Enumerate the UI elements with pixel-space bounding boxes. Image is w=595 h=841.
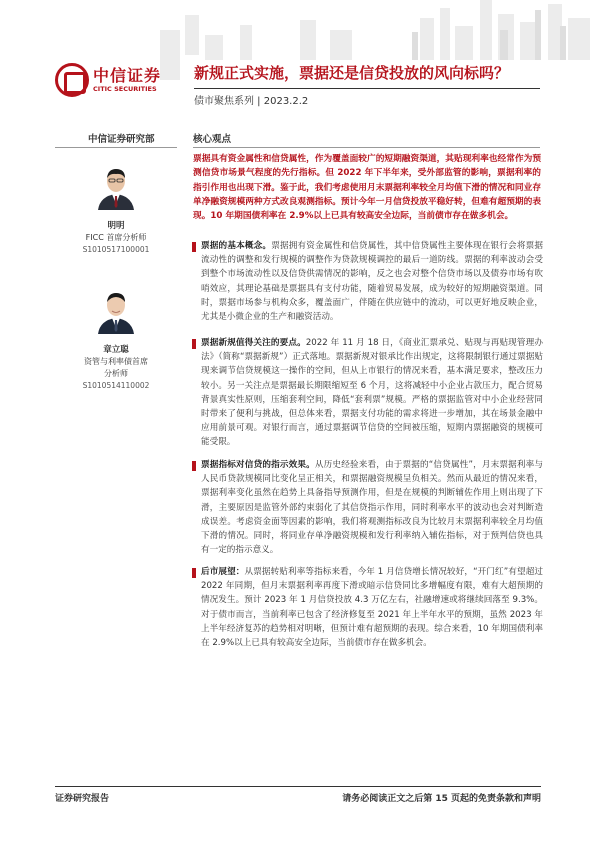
analyst-role-line2: 分析师 xyxy=(104,369,128,378)
paragraph-lead: 票据新规值得关注的要点。 xyxy=(201,338,306,348)
body-paragraph xyxy=(193,458,543,557)
logo-cn-text: 中信证券 xyxy=(93,65,162,85)
analyst-role: FICC 首席分析师 xyxy=(85,233,147,242)
paragraph-lead: 票据指标对信贷的指示效果。 xyxy=(201,460,315,470)
summary-paragraph: 票据具有资金属性和信贷属性，作为覆盖面较广的短期融资渠道，其贴现利率也经常作为预测信贷市场景气程度的先行指标。但 2022 年下半年来，受外部监管的影响，票据利率的指引作用也出现下滑。鉴于此，我们考虑使用月末票据利率较全月均值下滑的情况和同业存单净融资规模两种方式改良观测指标。预计今年一月信贷投放平稳好转，但难有超预期的表现。10 年期国债利率在 2.9%以上已具有较高安全边际，当前债市存在做多机会。 xyxy=(193,154,541,222)
series-name: 债市聚焦系列 xyxy=(194,96,254,107)
body-paragraph xyxy=(193,565,543,650)
body-paragraph xyxy=(193,336,543,450)
analyst-name: 章立聪 xyxy=(103,345,129,355)
title-divider xyxy=(194,88,540,89)
paragraph-text: 从历史经验来看，由于票据的“信贷属性”，月末票据利率与人民币贷款规模同比变化呈正相关，和票据融资规模呈负相关。然而从最近的情况来看，票据利率变化虽然在趋势上具备指导预测作用，但是在规模的判断辅佐作用上则出现了下滑，主要原因是监管外部约束弱化了其信贷指示作用，同时利率水平的波动也会对判断造成误差。考虑资金面等因素的影响，我们将观测指标改良为比较月末票据利率较全月均值下滑的情况。同时，将同业存单净融资规模和发行利率纳入辅佐指标，对于预判信贷也具有一定的指示意义。 xyxy=(201,460,543,556)
series-date-line xyxy=(194,92,308,107)
paragraph-marker xyxy=(192,568,196,578)
citic-securities-logo xyxy=(55,63,161,97)
analyst-card xyxy=(55,288,177,392)
paragraph-marker xyxy=(192,461,196,471)
citic-logo-icon xyxy=(55,63,89,97)
footer-divider xyxy=(55,786,541,787)
series-separator: | xyxy=(254,96,264,107)
footer-disclaimer-note: 请务必阅读正文之后第 15 页起的免责条款和声明 xyxy=(342,794,541,804)
analyst-role: 资管与利率债首席 xyxy=(84,357,148,366)
analyst-photo xyxy=(94,288,138,334)
paragraph-lead: 后市展望： xyxy=(201,567,245,577)
core-views-divider xyxy=(193,147,540,148)
report-title: 新规正式实施，票据还是信贷投放的风向标吗？ xyxy=(194,64,510,82)
analyst-license-code: S1010517100001 xyxy=(82,245,150,254)
sidebar-divider xyxy=(55,147,177,148)
paragraph-marker xyxy=(192,242,196,252)
core-views-heading: 核心观点 xyxy=(193,134,232,145)
research-dept-label: 中信证券研究部 xyxy=(88,134,155,145)
body-paragraph xyxy=(193,239,543,324)
analyst-card xyxy=(55,164,177,256)
analyst-photo xyxy=(94,164,138,210)
paragraph-marker xyxy=(192,339,196,349)
analyst-license-code: S1010514110002 xyxy=(82,381,150,390)
paragraph-text: 2022 年 11 月 18 日，《商业汇票承兑、贴现与再贴现管理办法》（简称“票据新规”）正式落地。票据新规对银承比作出规定，这将限制银行通过票据贴现来调节信贷规模这一操作的空间，但从上市银行的情况来看，基本满足要求，整改压力较小。另一关注点是票据最长期限缩短至 6 个月，这将减轻中小企业占款压力，配合贸易背景真实性原则，压缩套利空间，降低“套利票”规模。严格的票据监管对中小企业经营同时带来了便利与挑战，但总体来看，票据支付功能的需求将进一步增加，其在场景金融中应用前景可观。对银行而言，通过票据调节信贷的空间被压缩，短期内票据融资的规模可能受限。 xyxy=(201,338,543,448)
logo-en-text: CITIC SECURITIES xyxy=(93,84,157,93)
paragraph-text: 票据拥有资金属性和信贷属性，其中信贷属性主要体现在银行会将票据流动性的调整和发行规模的调整作为贷款规模调控的最后一道防线。票据的利率波动会受到整个市场流动性以及信贷供需情况的影响，反之也会对整个信贷市场以及债券市场有吹哨效应，其理论基础是票据具有支付功能，随着贸易发展，成为较好的短期融资渠道。同时，票据市场参与机构众多，覆盖面广，伴随在供应链中的流动，可以更好地反映企业，尤其是小微企业的生产和融资活动。 xyxy=(201,241,543,323)
paragraph-lead: 票据的基本概念。 xyxy=(201,241,272,251)
paragraph-text: 从票据转贴利率等指标来看，今年 1 月信贷增长情况较好，“开门红”有望超过 2022 年同期，但月末票据利率再度下滑或暗示信贷同比多增幅度有限，难有大超预期的情况发生。预计 2023 年 1 月信贷投放 4.3 万亿左右，社融增速或将继续回落至 9.3%。对于债市而言，当前利率已包含了经济修复至 2021 年上半年水平的预期，虽然 2023 年上半年经济复苏的趋势相对明晰，但预计难有超预期的表现。综合来看，10 年期国债利率在 2.9%以上已具有较高安全边际，当前债市存在做多机会。 xyxy=(201,567,543,649)
analyst-name: 明明 xyxy=(107,221,125,231)
report-date: 2023.2.2 xyxy=(263,96,309,107)
footer-report-type: 证券研究报告 xyxy=(55,794,110,804)
